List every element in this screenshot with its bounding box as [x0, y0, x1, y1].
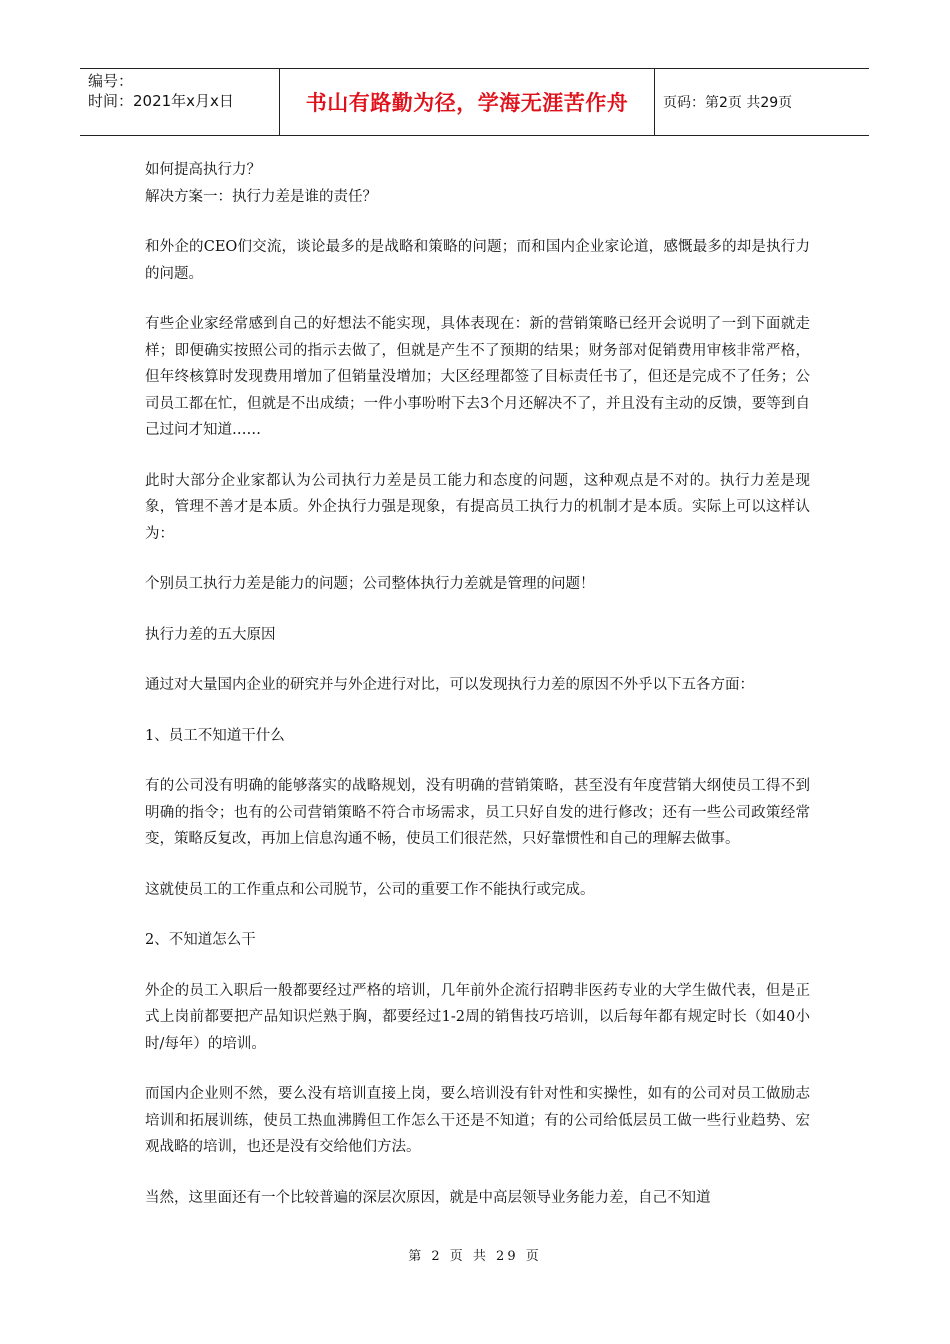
- paragraph: 此时大部分企业家都认为公司执行力差是员工能力和态度的问题，这种观点是不对的。执行力差是现象，管理不善才是本质。外企执行力强是现象，有提高员工执行力的机制才是本质。实际上可以这样认为：: [145, 472, 810, 542]
- header-meta: [80, 69, 280, 135]
- section-heading: 解决方案一：执行力差是谁的责任？: [145, 188, 377, 205]
- paragraph: 个别员工执行力差是能力的问题；公司整体执行力差就是管理的问题！: [145, 576, 595, 592]
- paragraph: 当然，这里面还有一个比较普遍的深层次原因，就是中高层领导业务能力差，自己不知道: [145, 1189, 711, 1206]
- subsection-heading: 2、不知道怎么干: [145, 932, 256, 948]
- page-header: [80, 68, 869, 136]
- paragraph: 而国内企业则不然，要么没有培训直接上岗，要么培训没有针对性和实操性，如有的公司对员工做励志培训和拓展训练，使员工热血沸腾但工作怎么干还是不知道；有的公司给低层员工做一些行业趋势、宏观战略的培训，也还是没有交给他们方法。: [145, 1086, 810, 1155]
- document-date: 时间：2021年x月x日: [88, 92, 234, 110]
- document-title: 如何提高执行力？: [145, 162, 261, 178]
- document-number-label: 编号：: [88, 72, 134, 90]
- header-page-info: 页码：第2页 共29页: [663, 95, 793, 111]
- section-heading: 执行力差的五大原因: [145, 626, 276, 643]
- paragraph: 这就使员工的工作重点和公司脱节，公司的重要工作不能执行或完成。: [145, 881, 595, 898]
- header-motto: 书山有路勤为径，学海无涯苦作舟: [280, 69, 655, 135]
- paragraph: 有些企业家经常感到自己的好想法不能实现，具体表现在：新的营销策略已经开会说明了一到下面就走样；即便确实按照公司的指示去做了，但就是产生不了预期的结果；财务部对促销费用审核非常严格，但年终核算时发现费用增加了但销量没增加；大区经理都签了目标责任书了，但还是完成不了任务；公司员工都在忙，但就是不出成绩；一件小事吩咐下去3个月还解决不了，并且没有主动的反馈，要等到自己过问才知道……: [145, 316, 810, 438]
- paragraph: 通过对大量国内企业的研究并与外企进行对比，可以发现执行力差的原因不外乎以下五各方面：: [145, 677, 754, 693]
- page-footer: 第 2 页 共 29 页: [408, 1249, 542, 1264]
- paragraph: 有的公司没有明确的能够落实的战略规划，没有明确的营销策略，甚至没有年度营销大纲使员工得不到明确的指令；也有的公司营销策略不符合市场需求，员工只好自发的进行修改；还有一些公司政策经常变，策略反复改，再加上信息沟通不畅，使员工们很茫然，只好靠惯性和自己的理解去做事。: [145, 778, 810, 847]
- paragraph: 外企的员工入职后一般都要经过严格的培训，几年前外企流行招聘非医药专业的大学生做代表，但是正式上岗前都要把产品知识烂熟于胸，都要经过1-2周的销售技巧培训，以后每年都有规定时长（如40小时/每年）的培训。: [145, 982, 811, 1052]
- subsection-heading: 1、员工不知道干什么: [145, 727, 285, 744]
- paragraph: 和外企的CEO们交流，谈论最多的是战略和策略的问题；而和国内企业家论道，感慨最多的却是执行力的问题。: [145, 239, 810, 282]
- document-body: [145, 157, 810, 1235]
